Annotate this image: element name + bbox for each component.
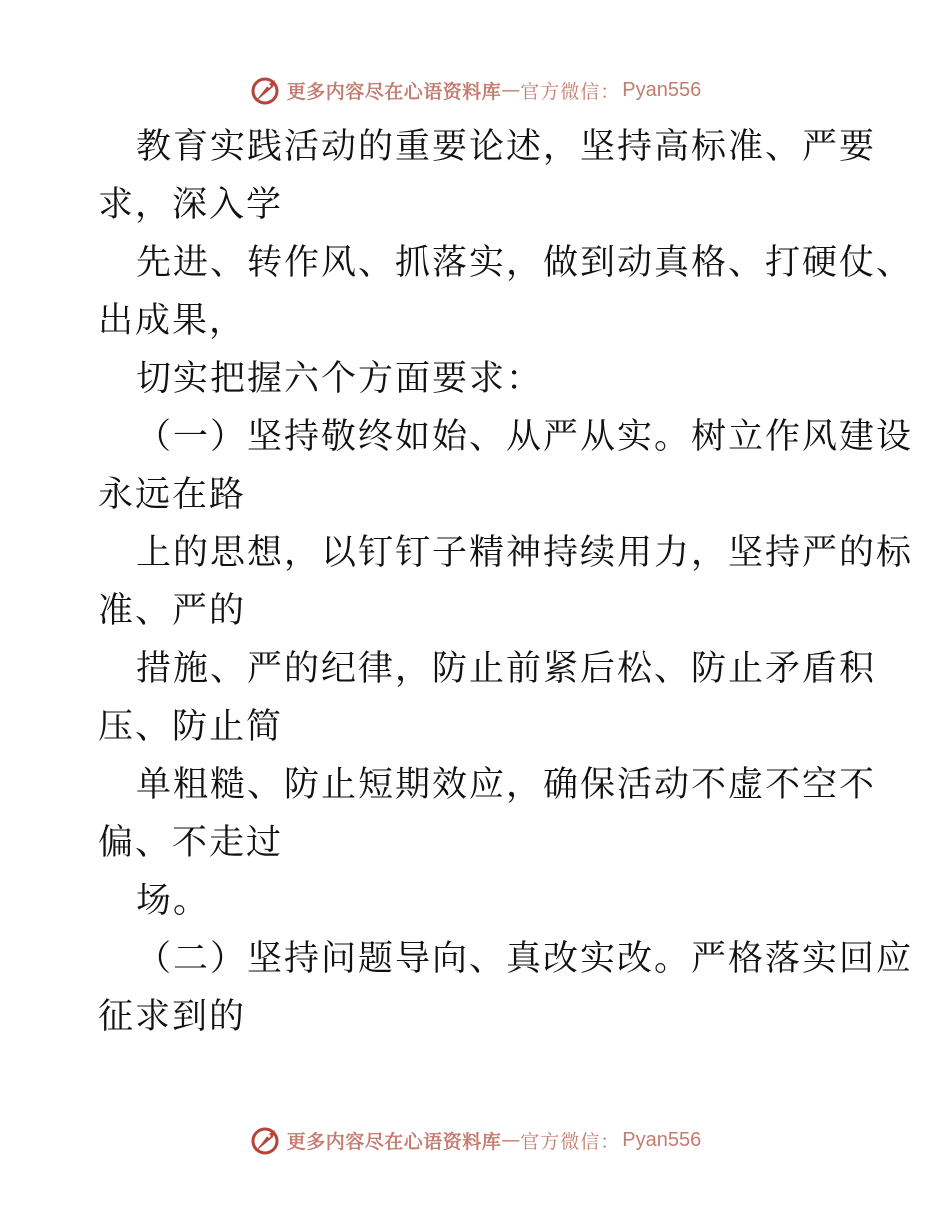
text-line: 单粗糙、防止短期效应，确保活动不虚不空不: [136, 765, 877, 805]
text-line: 切实把握六个方面要求：: [136, 359, 544, 399]
pen-nib-circle-icon: [249, 1124, 281, 1156]
watermark-wechat-id: Pyan556: [622, 78, 702, 101]
text-line: 偏、不走过: [98, 823, 284, 863]
watermark-wechat-label: 官方微信：: [520, 80, 621, 103]
text-line: 压、防止简: [98, 707, 284, 747]
text-line: 永远在路: [98, 475, 247, 515]
text-line: 场。: [136, 881, 211, 921]
text-line: 求，深入学: [98, 185, 284, 225]
text-line: 上的思想，以钉钉子精神持续用力，坚持严的标: [136, 533, 914, 573]
watermark-site-text: 更多内容尽在心语资料库: [286, 80, 502, 103]
text-line: 征求到的: [98, 997, 247, 1037]
watermark-dash: —: [501, 1129, 521, 1151]
text-line: 措施、严的纪律，防止前紧后松、防止矛盾积: [136, 649, 877, 689]
watermark-site-text: 更多内容尽在心语资料库: [286, 1130, 502, 1153]
text-line: 先进、转作风、抓落实，做到动真格、打硬仗、: [136, 243, 914, 283]
document-body: [98, 118, 914, 1046]
pen-nib-circle-icon: [249, 74, 281, 106]
header-watermark: [0, 70, 950, 110]
watermark-wechat-label: 官方微信：: [520, 1130, 621, 1153]
text-line: （二）坚持问题导向、真改实改。严格落实回应: [136, 939, 914, 979]
watermark-dash: —: [501, 79, 521, 101]
text-line: 教育实践活动的重要论述，坚持高标准、严要: [136, 127, 877, 167]
watermark-wechat-id: Pyan556: [622, 1128, 702, 1151]
text-line: 准、严的: [98, 591, 247, 631]
text-line: 出成果，: [98, 301, 247, 341]
footer-watermark: [0, 1120, 950, 1160]
text-line: （一）坚持敬终如始、从严从实。树立作风建设: [136, 417, 914, 457]
